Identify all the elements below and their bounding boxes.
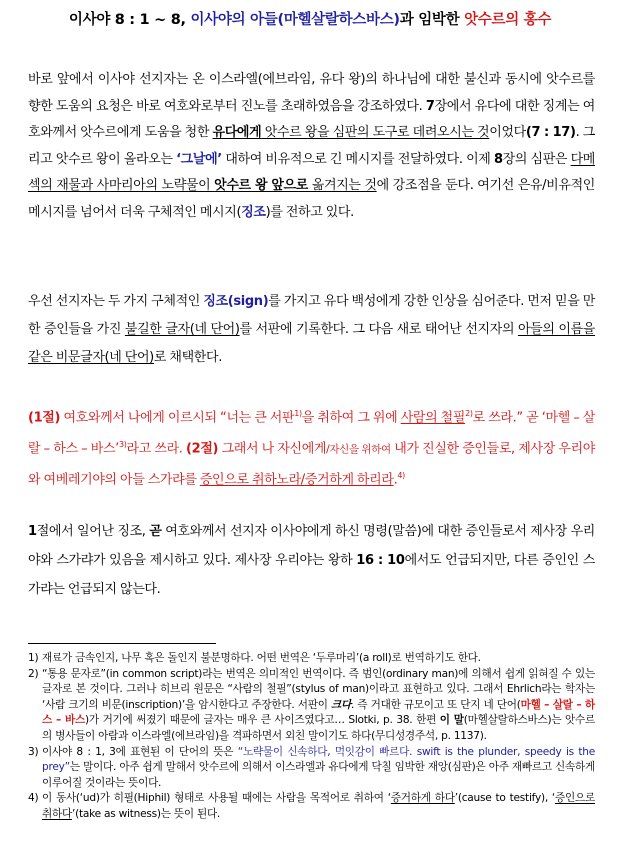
text-span: ’(cause to testify), ‘ <box>454 792 556 805</box>
footnote-text <box>42 651 595 667</box>
footnote-ref[interactable]: 3) <box>118 439 127 449</box>
footnote-ref[interactable]: 2) <box>465 409 473 418</box>
paragraph-witnesses <box>28 517 595 604</box>
footnote-1 <box>28 651 595 667</box>
footnote-4 <box>28 791 595 822</box>
footnote-text <box>42 791 595 822</box>
text-span: . 즉 거대한 규모이고 또 단지 네 단어( <box>350 698 521 711</box>
text-span: 마헬 – 살랄 – 하스 – 바스 <box>42 698 596 727</box>
text-span: 증거하게 하다 <box>390 792 455 805</box>
title-flood: 앗수르의 홍수 <box>464 12 552 28</box>
text-span: 사람의 철필 <box>400 410 466 426</box>
footnotes <box>28 651 595 823</box>
footnote-3 <box>28 745 595 792</box>
text-span: 그래서 나 자신에게 <box>218 441 327 457</box>
text-span: . 그리고 앗수르 왕이 올라오는 <box>28 125 595 167</box>
text-span: 를 가지고 유다 백성에게 강한 인상을 심어준다. 먼저 믿을 만한 증인들을 가진 <box>28 294 595 337</box>
text-span: 로 채택한다. <box>153 350 222 365</box>
text-span: 를 서판에 기록한다. 그 다음 새로 태어난 선지자의 <box>239 322 518 337</box>
text-span: 1 <box>28 524 37 539</box>
text-span: 이 말 <box>439 714 464 727</box>
title-connector: 과 임박한 <box>399 12 465 28</box>
text-span: 재료가 금속인지, 나무 혹은 돌인지 불분명하다. 어떤 번역은 ‘두루마리’(a roll)로 번역하기도 한다. <box>42 652 481 664</box>
text-span: 장에서 유다에 대한 징계는 여호와께서 앗수르에게 도움을 청한 <box>28 98 595 141</box>
text-span: 증인으로 취하노라/증거하게 하리라 <box>199 471 394 487</box>
text-span: 대하여 비유적으로 긴 메시지를 전달하였다. 이제 <box>221 151 494 167</box>
text-span: . <box>393 471 398 487</box>
text-span: 징조 <box>241 204 266 220</box>
text-span: 로 쓰라.” 곧 ‘마헬 – 살랄 – 하스 – 바스’ <box>28 410 596 457</box>
text-span: 앗수르 왕을 심판의 도구로 데려오시는 것 <box>261 125 490 141</box>
footnote-number: 4) <box>28 792 39 805</box>
text-span: (마헬살랄하스바스)는 앗수르의 병사들이 아람과 이스라엘(에브라임)을 격파하면서 외친 말이기도 하다(무디성경주석, p. 1137). <box>42 714 596 742</box>
footnote-text <box>42 745 595 792</box>
text-span: “노략물이 신속하다, 먹잇감이 빠르다. swift is the plunder, speedy is the prey” <box>42 745 595 774</box>
text-span: ‘그날에’ <box>176 151 222 167</box>
page-title <box>0 8 620 29</box>
title-reference: 이사야 8 : 1 ~ 8, <box>68 12 191 28</box>
text-span: 에서도 언급되지만, 다른 증인인 스가랴는 언급되지 않는다. <box>28 553 595 597</box>
footnote-divider <box>28 643 216 644</box>
text-span: /자신을 위하여 <box>326 443 391 456</box>
title-son-name: 이사야의 아들(마헬살랄하스바스) <box>190 12 400 28</box>
text-span: )가 거기에 써졌기 때문에 글자는 매우 큰 사이즈였다고… Slotki, p. 38. 한편 <box>85 714 440 727</box>
text-span: 는 말이다. 아주 쉽게 말해서 앗수르에 의해서 이스라엘과 유다에게 닥칠 임박한 재앙(심판)은 아주 재빠르고 신속하게 이루어질 것이라는 뜻이다. <box>42 761 595 789</box>
text-span: 이었다 <box>489 125 526 141</box>
text-span: 아들의 이름을 같은 비문글자(네 단어) <box>28 322 596 365</box>
text-span: 이 동사(‘ud)가 히필(Hiphil) 형태로 사용될 때에는 사람을 목적어로 취하여 ‘ <box>42 792 391 805</box>
text-span: 옮겨지는 것 <box>307 178 377 194</box>
footnote-2 <box>28 667 595 745</box>
text-span: 8 <box>493 151 503 167</box>
text-span: ’(take as witness)는 뜻이 된다. <box>71 807 221 820</box>
paragraph-signs <box>28 288 595 372</box>
verse-number: (2절) <box>186 441 219 457</box>
verse-number: (1절) <box>28 410 61 426</box>
text-span: 증인으로 취하다 <box>42 792 595 820</box>
footnote-ref[interactable]: 4) <box>397 470 405 480</box>
text-span: 을 취하여 그 위에 <box>301 410 401 426</box>
text-span: 16 : 10 <box>356 553 405 568</box>
text-span: 절에서 일어난 징조, <box>36 524 150 539</box>
text-span: “통용 문자로”(in common script)라는 번역은 의미적인 번역이다. 즉 범인(ordinary man)에 의해서 쉽게 읽혀질 수 있는 글자로 본 것이다. 그러나 히브리 원문은 “사람의 철필”(stylus of man)이라고 표현하고 있다. 그래서 Ehrlich라는 학자는 ‘사람 크기의 비문(inscription)’을 암시한다고 주장한다. 서판이 <box>42 667 595 711</box>
text-span: 내가 진실한 증인들로, 제사장 우리야와 여베레기야의 아들 스가랴를 <box>28 441 595 487</box>
footnote-number: 1) <box>28 652 39 664</box>
text-span: 여호와께서 선지자 이사야에게 하신 명령(말씀)에 대한 증인들로서 제사장 우리야와 스가랴가 있음을 제시하고 있다. 제사장 우리야는 왕하 <box>28 524 595 568</box>
footnote-number: 2) <box>28 667 39 680</box>
text-span: 장의 심판은 <box>502 151 571 167</box>
text-span: 바로 앞에서 이사야 선지자는 온 이스라엘(에브라임, 유다 왕)의 하나님에 대한 불신과 동시에 앗수르를 향한 도움의 요청은 바로 여호와로부터 진노를 초래하였음을 강조하였다. <box>28 72 595 114</box>
text-span: 7 <box>425 98 435 114</box>
text-span: 우선 선지자는 두 가지 구체적인 <box>28 294 204 309</box>
text-span: 징조(sign) <box>203 294 269 309</box>
text-span: 이사야 8 : 1, 3에 표현된 이 단어의 뜻은 <box>42 745 238 758</box>
text-span: 라고 쓰라. <box>126 441 187 457</box>
paragraph-intro <box>28 67 595 227</box>
text-span: 여호와께서 나에게 이르시되 “너는 큰 서판 <box>60 410 295 426</box>
text-span: 다메섹의 재물과 사마리아의 노략물이 <box>28 151 596 194</box>
text-span: 곧 <box>149 524 162 539</box>
text-span: 유다에게 <box>212 125 262 141</box>
text-span: 앗수르 왕 앞으로 <box>214 178 308 194</box>
text-span: 에 강조점을 둔다. 여기선 은유/비유적인 메시지를 넘어서 더욱 구체적인 메시지( <box>28 178 595 220</box>
text-span: (7 : 17) <box>525 125 576 141</box>
footnote-text <box>42 667 595 745</box>
footnote-ref[interactable]: 1) <box>294 409 302 418</box>
footnote-number: 3) <box>28 745 39 758</box>
text-span: 불길한 글자(네 단어) <box>124 322 240 337</box>
text-span: )를 전하고 있다. <box>265 204 354 220</box>
text-span: 크다 <box>330 698 351 711</box>
paragraph-scripture <box>28 401 595 493</box>
